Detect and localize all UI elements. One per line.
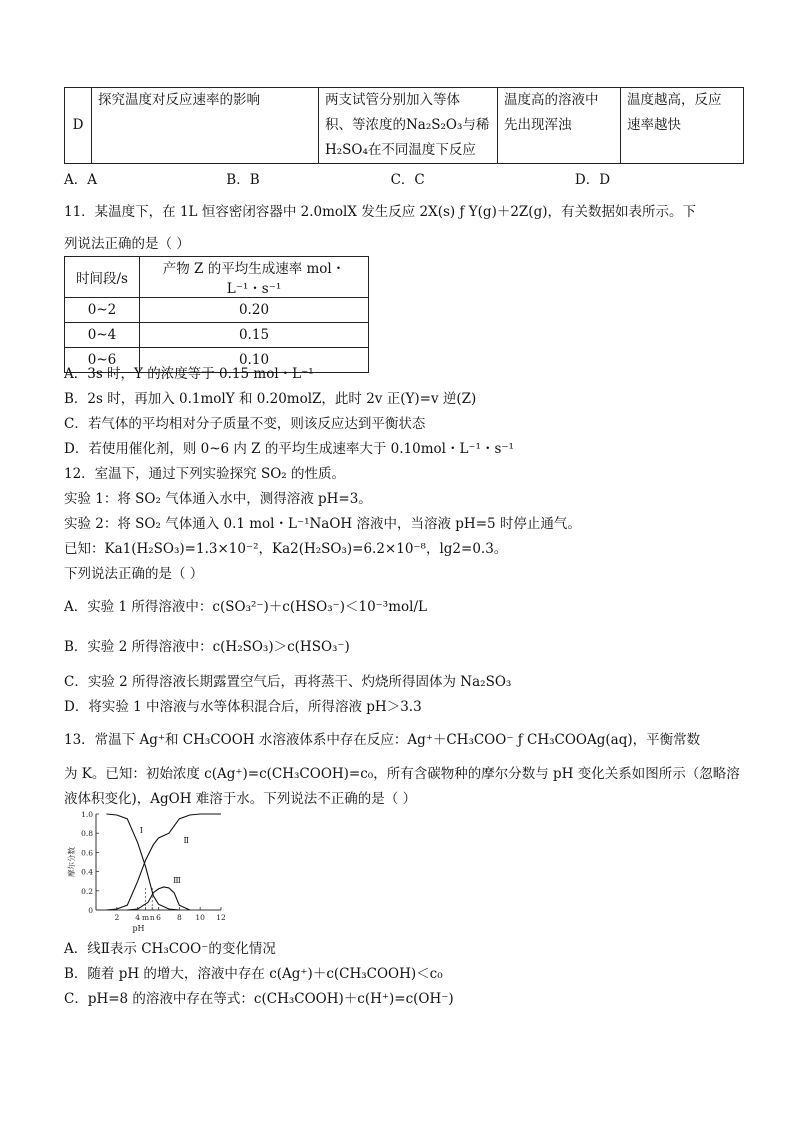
table-header-row — [65, 257, 369, 298]
q13-option-a: A．线Ⅱ表示 CH₃COO⁻的变化情况 — [64, 941, 276, 957]
y-tick-label: 0.4 — [81, 867, 93, 877]
table-row — [65, 88, 744, 164]
q11-stem-line1: 11．某温度下，在 1L 恒容密闭容器中 2.0molX 发生反应 2X(s) ƒ Y(g)＋2Z(g)，有关数据如表所示。下 — [64, 204, 696, 220]
q13-option-c: C．pH=8 的溶液中存在等式：c(CH₃COOH)＋c(H⁺)=c(OH⁻) — [64, 991, 454, 1007]
q10-table — [64, 87, 744, 164]
q12-option-d: D．将实验 1 中溶液与水等体积混合后，所得溶液 pH＞3.3 — [64, 699, 422, 715]
header-time: 时间段/s — [65, 257, 140, 298]
q10-options — [64, 168, 610, 188]
option-a: A．A — [64, 172, 97, 188]
x-tick-label: 2 — [114, 913, 120, 922]
q13-stem-line2: 为 K。已知：初始浓度 c(Ag⁺)=c(CH₃COOH)=c₀，所有含碳物种的摩尔分数与 pH 变化关系如图所示（忽略溶 — [64, 766, 740, 782]
q11-option-b: B．2s 时，再加入 0.1molY 和 0.20molZ，此时 2v 正(Y)=v 逆(Z) — [64, 391, 477, 407]
q12-option-c: C．实验 2 所得溶液长期露置空气后，再将蒸干、灼烧所得固体为 Na₂SO₃ — [64, 674, 512, 690]
y-tick-label: 0.8 — [81, 829, 93, 839]
q13-stem-line1: 13．常温下 Ag⁺和 CH₃COOH 水溶液体系中存在反应：Ag⁺＋CH₃COO⁻ ƒ CH₃COOAg(aq)，平衡常数 — [64, 732, 701, 748]
row-label: D — [65, 88, 92, 164]
x-tick-label: 4 — [135, 913, 141, 922]
q11-option-c: C．若气体的平均相对分子质量不变，则该反应达到平衡状态 — [64, 416, 426, 432]
y-tick-label: 0 — [88, 906, 93, 915]
cell-time: 0~6 — [65, 348, 140, 373]
q12-exp2: 实验 2：将 SO₂ 气体通入 0.1 mol・L⁻¹NaOH 溶液中，当溶液 pH=5 时停止通气。 — [64, 516, 581, 532]
q12-known: 已知：Ka1(H₂SO₃)=1.3×10⁻²，Ka2(H₂SO₃)=6.2×10⁻⁸，lg2=0.3。 — [64, 541, 508, 557]
y-tick-label: 1.0 — [81, 810, 93, 819]
q12-stem: 12．室温下，通过下列实验探究 SO₂ 的性质。 — [64, 466, 345, 482]
q12-exp1: 实验 1：将 SO₂ 气体通入水中，测得溶液 pH=3。 — [64, 491, 372, 507]
option-c: C．C — [390, 172, 425, 188]
table-row — [65, 323, 369, 348]
q11-stem-line2: 列说法正确的是（ ） — [64, 236, 190, 252]
q12-ask: 下列说法正确的是（ ） — [64, 566, 204, 582]
cell-rate: 0.15 — [140, 323, 369, 348]
cell-rate: 0.20 — [140, 298, 369, 323]
x-tick-label: 10 — [195, 913, 205, 922]
series-line — [127, 887, 190, 910]
table-row — [65, 298, 369, 323]
x-tick-label: 8 — [176, 913, 182, 922]
q13-stem-line3: 液体积变化)，AgOH 难溶于水。下列说法不正确的是（ ） — [64, 791, 417, 807]
q11-table — [64, 256, 369, 373]
q11-option-a: A．3s 时，Y 的浓度等于 0.15 mol・L⁻¹ — [64, 366, 314, 382]
q12-option-a: A．实验 1 所得溶液中：c(SO₃²⁻)＋c(HSO₃⁻)＜10⁻³mol/L — [64, 599, 427, 615]
phenomenon-cell: 温度高的溶液中 先出现浑浊 — [498, 88, 621, 164]
q11-option-d: D．若使用催化剂，则 0~6 内 Z 的平均生成速率大于 0.10mol・L⁻¹・s⁻¹ — [64, 441, 514, 457]
series-label: Ⅱ — [183, 835, 189, 845]
x-tick-label: n — [149, 913, 155, 922]
q13-option-b: B．随着 pH 的增大，溶液中存在 c(Ag⁺)＋c(CH₃COOH)＜c₀ — [64, 966, 443, 982]
cell-time: 0~4 — [65, 323, 140, 348]
y-tick-label: 0.2 — [81, 886, 93, 896]
option-b: B．B — [226, 172, 260, 188]
method-cell: 两支试管分别加入等体 积、等浓度的Na₂S₂O₃与稀 H₂SO₄在不同温度下反应 — [319, 88, 498, 164]
q12-option-b: B．实验 2 所得溶液中：c(H₂SO₃)＞c(HSO₃⁻) — [64, 639, 350, 655]
x-tick-label: m — [142, 913, 150, 922]
mole-fraction-chart — [64, 808, 229, 933]
x-tick-label: 12 — [216, 913, 226, 922]
header-rate: 产物 Z 的平均生成速率 mol・L⁻¹・s⁻¹ — [140, 257, 369, 298]
cell-time: 0~2 — [65, 298, 140, 323]
conclusion-cell: 温度越高，反应 速率越快 — [621, 88, 744, 164]
series-line — [106, 814, 221, 910]
option-d: D．D — [574, 172, 611, 188]
x-axis-label: pH — [132, 924, 145, 933]
cell-rate: 0.10 — [140, 348, 369, 373]
y-tick-label: 0.6 — [81, 848, 93, 858]
series-label: Ⅰ — [139, 826, 143, 836]
purpose-cell: 探究温度对反应速率的影响 — [92, 88, 319, 164]
x-tick-label: 6 — [156, 913, 161, 922]
y-axis-label: 摩尔分数 — [67, 847, 76, 877]
series-label: Ⅲ — [173, 876, 181, 886]
